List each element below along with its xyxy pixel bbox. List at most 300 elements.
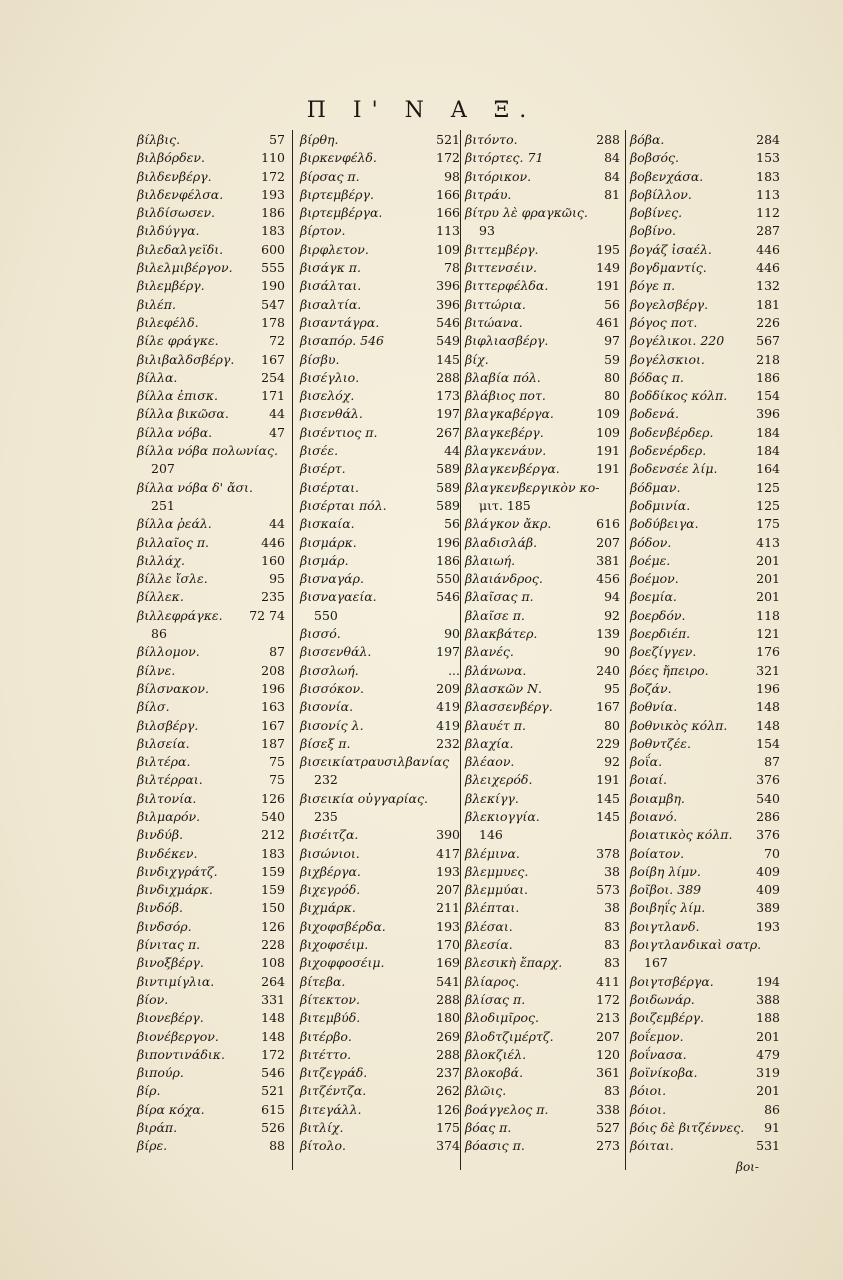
index-entry xyxy=(465,406,620,424)
index-entry xyxy=(300,315,460,333)
index-entry xyxy=(630,205,780,223)
index-entry xyxy=(300,589,460,607)
entry-page-number: 254 xyxy=(261,369,285,385)
index-entry xyxy=(465,535,620,553)
entry-page-number: 321 xyxy=(756,662,780,678)
entry-page-number: 72 xyxy=(269,333,285,349)
entry-term: βισάλται. xyxy=(300,278,362,294)
index-entry xyxy=(137,882,285,900)
index-entry xyxy=(465,699,620,717)
entry-term: βίσβυ. xyxy=(300,351,340,367)
index-entry xyxy=(300,1029,460,1047)
entry-page-number: 550 xyxy=(314,607,338,623)
index-entry xyxy=(465,132,620,150)
entry-term: βισκαία. xyxy=(300,516,355,532)
index-entry xyxy=(137,992,285,1010)
entry-term: βοιαί. xyxy=(630,772,667,788)
index-entry xyxy=(137,425,285,443)
entry-page-number: 187 xyxy=(261,735,285,751)
entry-page-number: 83 xyxy=(604,955,620,971)
entry-term: βιτεμβύδ. xyxy=(300,1010,361,1026)
entry-page-number: 78 xyxy=(444,260,460,276)
entry-term: βλέαον. xyxy=(465,754,515,770)
entry-page-number: 126 xyxy=(436,1101,460,1117)
entry-term: βλῶις. xyxy=(465,1083,507,1099)
entry-term: βοέμε. xyxy=(630,552,671,568)
entry-page-number: 159 xyxy=(261,882,285,898)
entry-page-number: 264 xyxy=(261,973,285,989)
entry-page-number: 193 xyxy=(756,918,780,934)
entry-term: βογέλικοι. 220 xyxy=(630,333,725,349)
entry-term: βιλλαῖος π. xyxy=(137,534,210,550)
index-entry xyxy=(465,846,620,864)
index-entry xyxy=(300,974,460,992)
entry-page-number: 120 xyxy=(596,1046,620,1062)
entry-term: βιλλεφράγκε. xyxy=(137,607,223,623)
index-entry xyxy=(630,937,780,955)
entry-term: βίτολο. xyxy=(300,1138,346,1154)
entry-term: βιφλιασβέργ. xyxy=(465,333,549,349)
entry-page-number: 288 xyxy=(596,132,620,147)
entry-page-number: 540 xyxy=(261,808,285,824)
entry-term: βίλβις. xyxy=(137,132,181,147)
index-entry xyxy=(137,297,285,315)
index-entry xyxy=(300,169,460,187)
index-entry xyxy=(630,827,780,845)
entry-term: βισέγλιο. xyxy=(300,369,360,385)
index-column-2 xyxy=(300,132,460,1157)
entry-term: βόιται. xyxy=(630,1138,674,1154)
entry-page-number: 84 xyxy=(604,150,620,166)
entry-term: βοερδιέπ. xyxy=(630,626,691,642)
index-entry xyxy=(300,388,460,406)
entry-page-number: 615 xyxy=(261,1101,285,1117)
index-entry xyxy=(300,864,460,882)
entry-page-number: 390 xyxy=(436,827,460,843)
entry-term: βιχμάρκ. xyxy=(300,900,356,916)
index-entry xyxy=(137,187,285,205)
entry-term: βίλνε. xyxy=(137,662,176,678)
entry-term: βισέρται πόλ. xyxy=(300,497,387,513)
index-entry xyxy=(300,681,460,699)
index-entry xyxy=(465,608,620,626)
entry-page-number: 411 xyxy=(596,973,620,989)
entry-page-number: 287 xyxy=(756,223,780,239)
entry-page-number: 267 xyxy=(436,424,460,440)
entry-term: βογελσβέργ. xyxy=(630,296,709,312)
index-entry xyxy=(137,333,285,351)
entry-page-number: 90 xyxy=(604,644,620,660)
entry-term: βιλμαρόν. xyxy=(137,808,201,824)
entry-term: βισσενθάλ. xyxy=(300,644,372,660)
index-entry xyxy=(630,846,780,864)
entry-page-number: 207 xyxy=(596,1028,620,1044)
entry-term: βοδενέρδερ. xyxy=(630,443,707,459)
index-entry xyxy=(300,553,460,571)
entry-page-number: 72 74 xyxy=(249,607,285,623)
entry-page-number: 541 xyxy=(436,973,460,989)
entry-page-number: 171 xyxy=(261,388,285,404)
index-entry xyxy=(630,809,780,827)
index-entry xyxy=(465,150,620,168)
entry-page-number: 148 xyxy=(756,717,780,733)
entry-term: βιτλίχ. xyxy=(300,1120,344,1136)
index-column-4 xyxy=(630,132,780,1157)
entry-page-number: 461 xyxy=(596,314,620,330)
entry-term: βοδύβειγα. xyxy=(630,516,699,532)
index-entry xyxy=(630,1102,780,1120)
index-entry xyxy=(630,370,780,388)
entry-page-number: 148 xyxy=(756,699,780,715)
index-entry xyxy=(137,352,285,370)
index-entry xyxy=(300,333,460,351)
entry-page-number: 176 xyxy=(756,644,780,660)
entry-term: βοΐνασα. xyxy=(630,1046,687,1062)
entry-page-number: 546 xyxy=(261,1065,285,1081)
entry-page-number: 94 xyxy=(604,589,620,605)
index-entry xyxy=(137,754,285,772)
entry-page-number: 240 xyxy=(596,662,620,678)
index-entry xyxy=(300,992,460,1010)
index-entry xyxy=(300,754,460,772)
entry-term: βιττερφέλδα. xyxy=(465,278,549,294)
entry-term: βισάγκ π. xyxy=(300,260,361,276)
entry-term: βίσεξ π. xyxy=(300,735,351,751)
index-entry xyxy=(137,626,285,644)
entry-term: βιττεμβέργ. xyxy=(465,241,539,257)
entry-term: βόδμαν. xyxy=(630,479,681,495)
entry-term: βλαγκενβέργα. xyxy=(465,461,560,477)
entry-page-number: 207 xyxy=(596,534,620,550)
column-rule xyxy=(460,130,461,1170)
entry-page-number: 109 xyxy=(436,241,460,257)
index-entry xyxy=(137,1065,285,1083)
entry-page-number: 148 xyxy=(261,1010,285,1026)
index-entry xyxy=(137,406,285,424)
entry-page-number: 331 xyxy=(261,991,285,1007)
index-entry xyxy=(465,900,620,918)
entry-term: βιλέπ. xyxy=(137,296,176,312)
entry-page-number: 154 xyxy=(756,735,780,751)
entry-page-number: 269 xyxy=(436,1028,460,1044)
entry-term: βόγος ποτ. xyxy=(630,314,698,330)
entry-term: βισονίς λ. xyxy=(300,717,364,733)
entry-term: βογάζ ἰσαέλ. xyxy=(630,241,712,257)
entry-term: βόας π. xyxy=(465,1120,512,1136)
entry-term: βιτεγάλλ. xyxy=(300,1101,362,1117)
entry-term: βιρφλετον. xyxy=(300,241,369,257)
index-entry xyxy=(465,498,620,516)
entry-term: βόδον. xyxy=(630,534,672,550)
entry-term: βίλλομον. xyxy=(137,644,200,660)
index-entry xyxy=(137,480,285,498)
index-entry xyxy=(630,443,780,461)
index-entry xyxy=(137,736,285,754)
index-entry xyxy=(137,571,285,589)
entry-page-number: 540 xyxy=(756,790,780,806)
entry-term: βιτέττο. xyxy=(300,1046,352,1062)
entry-page-number: 183 xyxy=(756,168,780,184)
index-entry xyxy=(630,535,780,553)
entry-term: βλαδισλάβ. xyxy=(465,534,538,550)
entry-term: βισαντάγρα. xyxy=(300,314,380,330)
index-entry xyxy=(137,937,285,955)
entry-page-number: 378 xyxy=(596,845,620,861)
index-entry xyxy=(300,223,460,241)
entry-term: βοδδίκος κόλπ. xyxy=(630,388,728,404)
entry-page-number: 145 xyxy=(596,790,620,806)
index-entry xyxy=(465,919,620,937)
index-entry xyxy=(630,681,780,699)
entry-term: βινδέκεν. xyxy=(137,845,198,861)
entry-page-number: 149 xyxy=(596,260,620,276)
index-entry xyxy=(300,242,460,260)
entry-page-number: 197 xyxy=(436,644,460,660)
index-entry xyxy=(630,736,780,754)
index-entry xyxy=(137,864,285,882)
entry-page-number: 208 xyxy=(261,662,285,678)
entry-term: βλάνωνα. xyxy=(465,662,527,678)
entry-term: βλασκῶν Ν. xyxy=(465,680,542,696)
entry-term: βλαγκαβέργα. xyxy=(465,406,554,422)
entry-page-number: 419 xyxy=(436,717,460,733)
entry-page-number: 531 xyxy=(756,1138,780,1154)
index-entry xyxy=(137,1029,285,1047)
entry-term: βισεικίατραυσιλβανίας xyxy=(300,754,450,770)
entry-term: βιράπ. xyxy=(137,1120,178,1136)
entry-page-number: 172 xyxy=(436,150,460,166)
entry-term: βοθντζέε. xyxy=(630,735,691,751)
index-entry xyxy=(300,736,460,754)
entry-page-number: 180 xyxy=(436,1010,460,1026)
index-entry xyxy=(630,297,780,315)
entry-term: βλαυέτ π. xyxy=(465,717,526,733)
entry-term: βοίβη λίμν. xyxy=(630,863,701,879)
entry-page-number: 163 xyxy=(261,699,285,715)
entry-term: βίρθη. xyxy=(300,132,339,147)
index-entry xyxy=(465,242,620,260)
entry-term: βιλελμιβέργον. xyxy=(137,260,233,276)
entry-term: βοΐεμον. xyxy=(630,1028,684,1044)
entry-page-number: 97 xyxy=(604,333,620,349)
index-entry xyxy=(300,846,460,864)
index-entry xyxy=(465,736,620,754)
entry-term: βοδενβέρδερ. xyxy=(630,424,714,440)
index-entry xyxy=(300,791,460,809)
entry-term: βλαγκενβεργικὸν κο- xyxy=(465,479,600,495)
index-entry xyxy=(465,663,620,681)
entry-page-number: 88 xyxy=(269,1138,285,1154)
index-entry xyxy=(630,1120,780,1138)
entry-term: βιπούρ. xyxy=(137,1065,184,1081)
entry-term: βοβενχάσα. xyxy=(630,168,704,184)
entry-term: βλαῖσε π. xyxy=(465,607,525,623)
index-entry xyxy=(630,992,780,1010)
entry-page-number: 446 xyxy=(756,260,780,276)
entry-page-number: 547 xyxy=(261,296,285,312)
entry-page-number: 521 xyxy=(436,132,460,147)
entry-term: βοδενά. xyxy=(630,406,679,422)
index-entry xyxy=(300,425,460,443)
index-entry xyxy=(300,772,460,790)
entry-page-number: 396 xyxy=(436,278,460,294)
entry-page-number: 167 xyxy=(261,717,285,733)
entry-page-number: 75 xyxy=(269,772,285,788)
index-entry xyxy=(465,882,620,900)
entry-page-number: 196 xyxy=(756,680,780,696)
index-entry xyxy=(300,370,460,388)
index-entry xyxy=(630,772,780,790)
index-entry xyxy=(300,187,460,205)
index-entry xyxy=(300,663,460,681)
index-entry xyxy=(137,1010,285,1028)
entry-term: βίρτον. xyxy=(300,223,346,239)
index-entry xyxy=(465,223,620,241)
entry-term: βιρτεμβέργ. xyxy=(300,186,374,202)
entry-term: βοεμία. xyxy=(630,589,677,605)
entry-term: βλαχία. xyxy=(465,735,514,751)
index-entry xyxy=(465,644,620,662)
index-entry xyxy=(300,278,460,296)
entry-term: βλίαρος. xyxy=(465,973,520,989)
entry-term: βλασσενβέργ. xyxy=(465,699,553,715)
index-entry xyxy=(465,461,620,479)
index-entry xyxy=(137,388,285,406)
entry-page-number: 521 xyxy=(261,1083,285,1099)
index-entry xyxy=(465,516,620,534)
index-entry xyxy=(630,352,780,370)
entry-page-number: 413 xyxy=(756,534,780,550)
entry-term: βιτόρικον. xyxy=(465,168,532,184)
index-entry xyxy=(300,535,460,553)
entry-term: βίλσνακον. xyxy=(137,680,209,696)
entry-page-number: 44 xyxy=(269,406,285,422)
entry-page-number: 167 xyxy=(261,351,285,367)
index-entry xyxy=(137,699,285,717)
entry-term: βοιανό. xyxy=(630,808,678,824)
entry-page-number: 186 xyxy=(756,369,780,385)
entry-term: βισναγάρ. xyxy=(300,571,364,587)
entry-page-number: 172 xyxy=(261,1046,285,1062)
index-entry xyxy=(465,772,620,790)
entry-term: βισμάρ. xyxy=(300,552,349,568)
entry-page-number: 59 xyxy=(604,351,620,367)
index-entry xyxy=(630,425,780,443)
entry-page-number: 226 xyxy=(756,314,780,330)
index-entry xyxy=(137,516,285,534)
entry-term: βιττώρια. xyxy=(465,296,526,312)
entry-term: βοερδόν. xyxy=(630,607,686,623)
entry-term: βοδμινία. xyxy=(630,497,691,513)
entry-page-number: 87 xyxy=(764,754,780,770)
entry-page-number: 146 xyxy=(479,827,503,843)
entry-term: βλεσικὴ ἔπαρχ. xyxy=(465,955,563,971)
entry-term: βισέιτζα. xyxy=(300,827,359,843)
entry-page-number: 80 xyxy=(604,717,620,733)
index-entry xyxy=(300,461,460,479)
entry-page-number: 213 xyxy=(596,1010,620,1026)
index-entry xyxy=(300,443,460,461)
index-entry xyxy=(300,644,460,662)
entry-term: βλέπται. xyxy=(465,900,520,916)
entry-page-number: 550 xyxy=(436,571,460,587)
index-entry xyxy=(630,242,780,260)
entry-page-number: 409 xyxy=(756,863,780,879)
entry-page-number: 211 xyxy=(436,900,460,916)
entry-page-number: 526 xyxy=(261,1120,285,1136)
entry-page-number: 286 xyxy=(756,808,780,824)
entry-term: βλακβάτερ. xyxy=(465,626,538,642)
index-entry xyxy=(137,1083,285,1101)
entry-page-number: 338 xyxy=(596,1101,620,1117)
entry-page-number: 145 xyxy=(596,808,620,824)
index-entry xyxy=(465,315,620,333)
index-entry xyxy=(465,553,620,571)
entry-page-number: 98 xyxy=(444,168,460,184)
entry-page-number: 196 xyxy=(436,534,460,550)
entry-term: βοάγγελος π. xyxy=(465,1101,549,1117)
entry-term: βοιδωνάρ. xyxy=(630,991,695,1007)
index-entry xyxy=(630,1047,780,1065)
entry-term: βίτεκτον. xyxy=(300,991,360,1007)
index-entry xyxy=(465,754,620,772)
entry-term: βοϊνίκοβα. xyxy=(630,1065,698,1081)
entry-term: βιλεφέλδ. xyxy=(137,314,199,330)
entry-page-number: 479 xyxy=(756,1046,780,1062)
entry-page-number: 153 xyxy=(756,150,780,166)
index-entry xyxy=(137,370,285,388)
entry-page-number: 95 xyxy=(604,680,620,696)
index-entry xyxy=(300,1138,460,1156)
entry-term: βόασις π. xyxy=(465,1138,525,1154)
entry-term: βιλτέρραι. xyxy=(137,772,203,788)
index-entry xyxy=(630,333,780,351)
entry-term: βιτόντο. xyxy=(465,132,518,147)
entry-page-number: 446 xyxy=(261,534,285,550)
entry-page-number: 183 xyxy=(261,223,285,239)
catchword: βοι- xyxy=(736,1160,759,1174)
index-entry xyxy=(630,955,780,973)
entry-page-number: 191 xyxy=(596,278,620,294)
entry-page-number: 83 xyxy=(604,918,620,934)
entry-page-number: 201 xyxy=(756,571,780,587)
index-entry xyxy=(630,919,780,937)
entry-page-number: 251 xyxy=(151,497,175,513)
entry-page-number: 92 xyxy=(604,607,620,623)
entry-page-number: 194 xyxy=(756,973,780,989)
index-entry xyxy=(137,919,285,937)
entry-page-number: 232 xyxy=(314,772,338,788)
entry-term: βιτζεγράδ. xyxy=(300,1065,368,1081)
entry-term: βλαῖσας π. xyxy=(465,589,534,605)
entry-page-number: 201 xyxy=(756,552,780,568)
index-entry xyxy=(465,827,620,845)
entry-term: βίρα κόχα. xyxy=(137,1101,205,1117)
entry-page-number: 195 xyxy=(596,241,620,257)
index-entry xyxy=(630,150,780,168)
index-entry xyxy=(137,242,285,260)
entry-term: βιχοφσέιμ. xyxy=(300,937,369,953)
entry-page-number: 273 xyxy=(596,1138,620,1154)
entry-page-number: 86 xyxy=(764,1101,780,1117)
entry-term: βινδόβ. xyxy=(137,900,183,916)
page-title: Π Ι' Ν Α Ξ. xyxy=(306,98,537,123)
entry-page-number: 549 xyxy=(436,333,460,349)
entry-term: βίλλα ἐπισκ. xyxy=(137,388,218,404)
entry-page-number: 92 xyxy=(604,754,620,770)
index-entry xyxy=(630,1138,780,1156)
entry-term: βλέμινα. xyxy=(465,845,520,861)
